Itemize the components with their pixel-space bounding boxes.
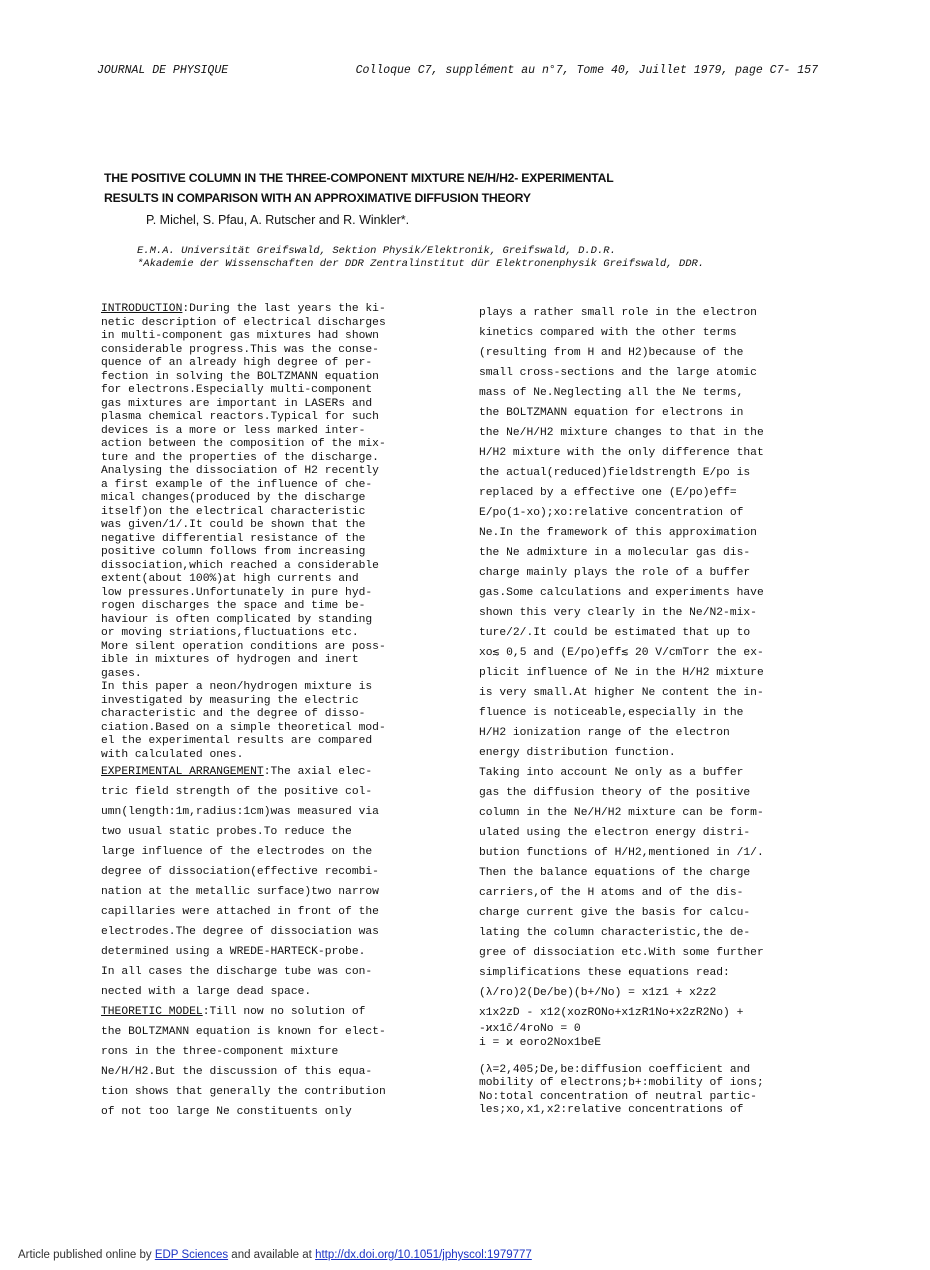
left-text-line: umn(length:1m,radius:1cm)was measured via [101,806,379,818]
right-text-line: gas.Some calculations and experiments have [479,587,764,599]
right-text-line: small cross-sections and the large atomic [479,367,757,379]
affiliations [137,245,704,271]
right-column [479,303,835,1118]
right-text-line: xo≲ 0,5 and (E/po)eff≲ 20 V/cmTorr the ex- [479,647,764,659]
right-text-line: bution functions of H/H2,mentioned in /1/. [479,847,764,859]
right-text-line: the BOLTZMANN equation for electrons in [479,407,744,419]
left-text-line: nected with a large dead space. [101,986,312,998]
right-text-line: is very small.At higher Ne content the in- [479,687,764,699]
section-heading: INTRODUCTION [101,303,183,315]
left-text-line: rogen discharges the space and time be- [101,600,366,612]
affiliation-1: E.M.A. Universität Greifswald, Sektion Physik/Elektronik, Greifswald, D.D.R. [137,245,616,257]
right-text-line: Ne.In the framework of this approximation [479,527,757,539]
title-line-2: RESULTS IN COMPARISON WITH AN APPROXIMATIVE DIFFUSION THEORY [104,191,531,205]
left-text-line: Ne/H/H2.But the discussion of this equa- [101,1066,373,1078]
right-text-line: -ϰx1c̄/4roNo = 0 [479,1023,581,1035]
left-column [101,303,461,1122]
right-text-line: i = ϰ eoro2Nox1beE [479,1036,602,1049]
right-text-line: les;xo,x1,x2:relative concentrations of [479,1104,744,1116]
right-text-line: fluence is noticeable,especially in the [479,707,744,719]
left-text-line: for electrons.Especially multi-component [101,384,373,396]
right-text-line: gree of dissociation etc.With some further [479,947,764,959]
right-text-line: gas the diffusion theory of the positive [479,787,751,799]
right-text-line: energy distribution function. [479,747,676,759]
left-text-line: In this paper a neon/hydrogen mixture is [101,681,373,693]
doi-link[interactable]: http://dx.doi.org/10.1051/jphyscol:1979777 [315,1249,532,1261]
right-text-line: the Ne/H/H2 mixture changes to that in the [479,427,764,439]
journal-name: JOURNAL DE PHYSIQUE [97,64,229,77]
right-text-line: shown this very clearly in the Ne/N2-mix- [479,607,757,619]
left-text-line: extent(about 100%)at high currents and [101,573,359,585]
left-text-line: quence of an already high degree of per- [101,357,373,369]
left-text-line: large influence of the electrodes on the [101,846,373,858]
left-text-line: the BOLTZMANN equation is known for elect- [101,1026,386,1038]
right-text-line: replaced by a effective one (E/po)eff= [479,487,737,499]
right-text-line: E/po(1-xo);xo:relative concentration of [479,507,744,519]
left-text-line: dissociation,which reached a considerable [101,559,379,572]
right-text-line: plays a rather small role in the electron [479,307,757,319]
right-text-line: ulated using the electron energy distri- [479,827,751,839]
left-text-line: considerable progress.This was the conse- [101,343,379,356]
right-text-line [479,1050,835,1064]
right-text-line: charge mainly plays the role of a buffer [479,567,751,579]
left-text-line: fection in solving the BOLTZMANN equation [101,370,379,383]
title-line-1: THE POSITIVE COLUMN IN THE THREE-COMPONENT MIXTURE NE/H/H2- EXPERIMENTAL [104,171,614,185]
left-text-line: ciation.Based on a simple theoretical mod- [101,721,386,734]
left-text-line: degree of dissociation(effective recombi- [101,866,379,878]
left-text-line: nation at the metallic surface)two narrow [101,886,379,898]
right-text-line: the Ne admixture in a molecular gas dis- [479,547,751,559]
right-text-line: lating the column characteristic,the de- [479,927,751,939]
left-text-line: tion shows that generally the contribution [101,1086,386,1098]
affiliation-2: *Akademie der Wissenschaften der DDR Zentralinstitut dür Elektronenphysik Greifswald, DDR. [137,258,705,270]
right-text-line: Taking into account Ne only as a buffer [479,767,744,779]
right-text-line: kinetics compared with the other terms [479,327,737,339]
right-text-line: (λ=2,405;De,be:diffusion coefficient and [479,1063,751,1076]
left-text-line: was given/1/.It could be shown that the [101,519,366,531]
left-text-line: netic description of electrical discharges [101,316,386,329]
left-text-line: electrodes.The degree of dissociation was [101,926,379,938]
left-text-line: EXPERIMENTAL ARRANGEMENT:The axial elec- [101,766,373,778]
left-text-line: with calculated ones. [101,748,244,761]
left-text-line: el the experimental results are compared [101,735,373,747]
left-text-line: characteristic and the degree of disso- [101,708,366,720]
footer-middle: and available at [228,1249,316,1261]
left-text-line: INTRODUCTION:During the last years the ki- [101,303,386,315]
right-text-line: H/H2 ionization range of the electron [479,727,730,739]
right-text-line: ture/2/.It could be estimated that up to [479,627,751,639]
right-text-line: (resulting from H and H2)because of the [479,347,744,359]
right-text-line: charge current give the basis for calcu- [479,907,751,919]
right-text-line: Then the balance equations of the charge [479,867,751,879]
citation-line: Colloque C7, supplément au n°7, Tome 40, Juillet 1979, page C7- 157 [355,64,818,77]
left-text-line: negative differential resistance of the [101,532,366,545]
right-text-line: x1x2zD - x12(xozRONo+x1zR1No+x2zR2No) + [479,1007,744,1019]
right-text-line: column in the Ne/H/H2 mixture can be form- [479,807,764,819]
right-text-line: No:total concentration of neutral partic- [479,1090,757,1103]
footer-prefix: Article published online by [18,1249,155,1261]
left-text-line: More silent operation conditions are poss- [101,640,386,653]
left-text-line: rons in the three-component mixture [101,1046,339,1058]
left-text-line: gases. [101,667,142,680]
left-text-line: determined using a WREDE-HARTECK-probe. [101,946,366,958]
section-heading: THEORETIC MODEL [101,1006,203,1018]
equations-and-definitions [479,1023,835,1118]
right-text-line: mobility of electrons;b+:mobility of ions; [479,1077,764,1089]
left-text-line: a first example of the influence of che- [101,478,373,491]
right-text-line: H/H2 mixture with the only difference that [479,447,764,459]
right-text-line: (λ/ro)2(De/be)(b+/No) = x1z1 + x2z2 [479,987,717,999]
right-text-line: carriers,of the H atoms and of the dis- [479,887,744,899]
left-text-line: In all cases the discharge tube was con- [101,966,373,978]
publication-footer [18,1249,532,1261]
section-heading: EXPERIMENTAL ARRANGEMENT [101,766,264,778]
right-text-line: the actual(reduced)fieldstrength E/po is [479,467,751,479]
left-text-line: ible in mixtures of hydrogen and inert [101,654,359,666]
left-text-line: ture and the properties of the discharge. [101,451,379,464]
right-text-line: simplifications these equations read: [479,967,730,979]
left-text-line: devices is a more or less marked inter- [101,424,366,437]
left-text-line: THEORETIC MODEL:Till now no solution of [101,1006,366,1018]
left-text-line: action between the composition of the mix- [101,438,386,450]
left-text-line: investigated by measuring the electric [101,694,359,707]
left-text-line: gas mixtures are important in LASERs and [101,397,373,410]
left-text-line: haviour is often complicated by standing [101,613,373,626]
left-text-line: capillaries were attached in front of the [101,906,379,918]
left-text-line: plasma chemical reactors.Typical for such [101,411,379,423]
left-text-line: in multi-component gas mixtures had shown [101,330,379,342]
paper-title [104,168,724,208]
left-text-line: or moving striations,fluctuations etc. [101,627,359,639]
right-text-line: plicit influence of Ne in the H/H2 mixture [479,667,764,679]
left-text-line: low pressures.Unfortunately in pure hyd- [101,586,373,599]
theory-text [479,303,835,1023]
left-text-line: tric field strength of the positive col- [101,786,373,798]
left-text-line: of not too large Ne constituents only [101,1106,352,1118]
publisher-link[interactable]: EDP Sciences [154,1249,229,1261]
introduction-section [101,303,461,762]
right-text-line: mass of Ne.Neglecting all the Ne terms, [479,387,744,399]
left-text-line: itself)on the electrical characteristic [101,505,366,518]
running-header [97,64,818,82]
left-text-line: positive column follows from increasing [101,546,366,558]
left-text-line: mical changes(produced by the discharge [101,492,366,504]
experimental-and-theory-section [101,762,461,1122]
left-text-line: two usual static probes.To reduce the [101,826,352,838]
author-list: P. Michel, S. Pfau, A. Rutscher and R. Winkler*. [146,213,410,227]
left-text-line: Analysing the dissociation of H2 recently [101,465,379,477]
